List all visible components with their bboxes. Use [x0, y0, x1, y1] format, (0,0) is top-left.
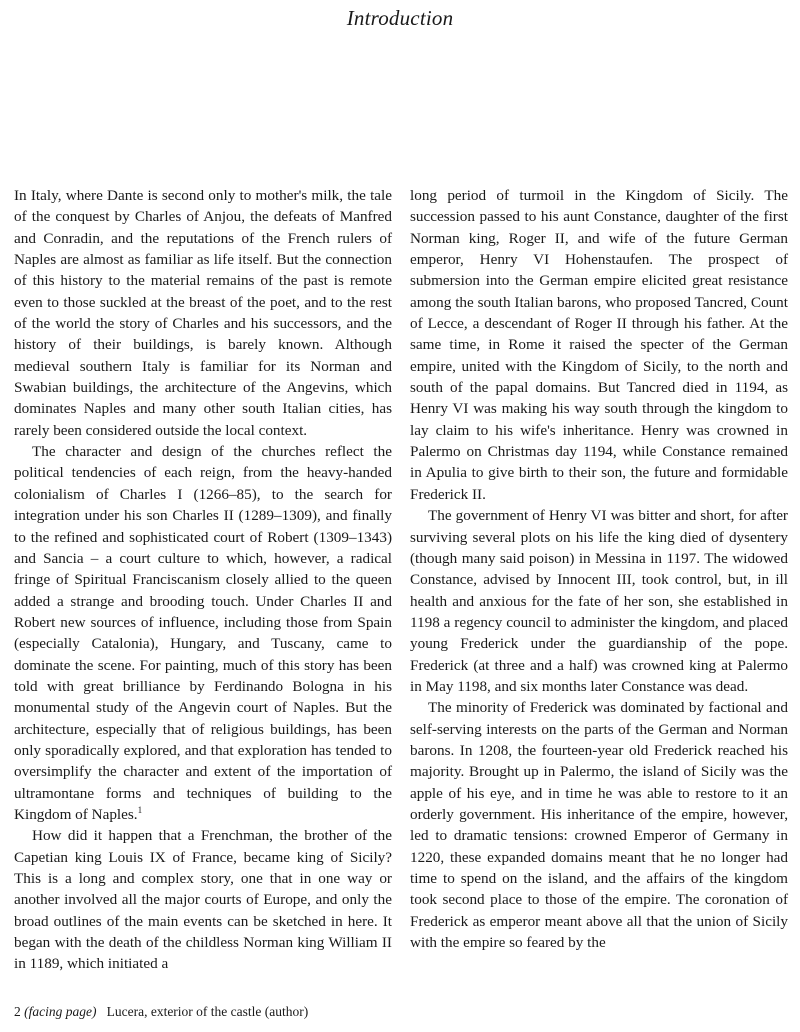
paragraph-text: The character and design of the churches reflect the political tendencies of each reign, from the heavy-handed colonialism of Charles I (1266–85), to the search for integration under his son Charles II (1289–1309), and finally to the refined and sophisticated court of Robert (1309–1343) and Sancia – a court culture to which, however, a radical fringe of Spiritual Franciscanism closely allied to the queen added a strange and brooding touch. Under Charles II and Robert new sources of influence, including those from Spain (especially Catalonia), Hungary, and Tuscany, came to dominate the scene. For painting, much of this story has been told with great brilliance by Ferdinando Bologna in his monumental study of the Angevin court of Naples. But the architecture, especially that of religious buildings, has been only sporadically explored, and that exploration has tended to oversimplify the character and extent of the importation of ultramontane forms and techniques of building to the Kingdom of Naples. [14, 443, 392, 823]
right-text-column [410, 185, 788, 953]
paragraph: In Italy, where Dante is second only to mother's milk, the tale of the conquest by Charles of Anjou, the defeats of Manfred and Conradin, and the reputations of the French rulers of Naples are almost as familiar as life itself. But the connection of this history to the material remains of the past is remote even to those suckled at the breast of the poet, and to the rest of the world the story of Charles and his successors, and the history of their buildings, is barely known. Although medieval southern Italy is familiar for its Norman and Swabian buildings, the architecture of the Angevins, which dominates Naples and many other south Italian cities, has rarely been considered outside the local context. [14, 187, 392, 439]
paragraph-with-footnote [14, 441, 392, 825]
facing-page-label: (facing page) [24, 1004, 97, 1019]
caption-text: Lucera, exterior of the castle (author) [106, 1004, 309, 1019]
left-text-column [14, 185, 392, 975]
running-header-title: Introduction [346, 6, 454, 30]
paragraph-continued: long period of turmoil in the Kingdom of Sicily. The succession passed to his aunt Constance, daughter of the first Norman king, Roger II, and wife of the future German emperor, Henry VI Hohenstaufen. The prospect of submersion into the German empire elicited great resistance among the south Italian barons, who proposed Tancred, Count of Lecce, a descendant of Roger II through his father. At the same time, in Rome it raised the specter of the German empire, united with the Kingdom of Sicily, to the north and south of the papal domains. But Tancred died in 1194, as Henry VI was making his way south through the kingdom to lay claim to his wife's inheritance. Henry was crowned in Palermo on Christmas day 1194, while Constance remained in Apulia to give birth to their son, the future and formidable Frederick II. [410, 187, 788, 503]
figure-number: 2 [14, 1004, 21, 1019]
footnote-marker: 1 [137, 804, 143, 815]
paragraph: The government of Henry VI was bitter and short, for after surviving several plots on his life the king died of dysentery (though many said poison) in Messina in 1197. The widowed Constance, advised by Innocent III, took control, but, in ill health and anxious for the fate of her son, she established in 1198 a regency council to administer the kingdom, and placed young Frederick under the guardianship of the pope. Frederick (at three and a half) was crowned king at Palermo in May 1198, and six months later Constance was dead. [410, 507, 788, 695]
paragraph: The minority of Frederick was dominated by factional and self-serving interests on the parts of the German and Norman barons. In 1208, the fourteen-year old Frederick reached his majority. Brought up in Palermo, the island of Sicily was the apple of his eye, and in time he was able to restore to it an orderly government. His inheritance of the empire, however, led to dramatic tensions: crowned Emperor of Germany in 1220, these expanded domains meant that he no longer had time to spend on the island, and the affairs of the kingdom took second place to those of the empire. The coronation of Frederick as emperor meant above all that the union of Sicily with the empire so feared by the [410, 699, 788, 952]
paragraph: How did it happen that a Frenchman, the brother of the Capetian king Louis IX of France, became king of Sicily? This is a long and complex story, one that in one way or another involved all the major courts of Europe, and only the broad outlines of the main events can be sketched in here. It began with the death of the childless Norman king William II in 1189, which initiated a [14, 827, 392, 973]
figure-caption [14, 1004, 308, 1020]
